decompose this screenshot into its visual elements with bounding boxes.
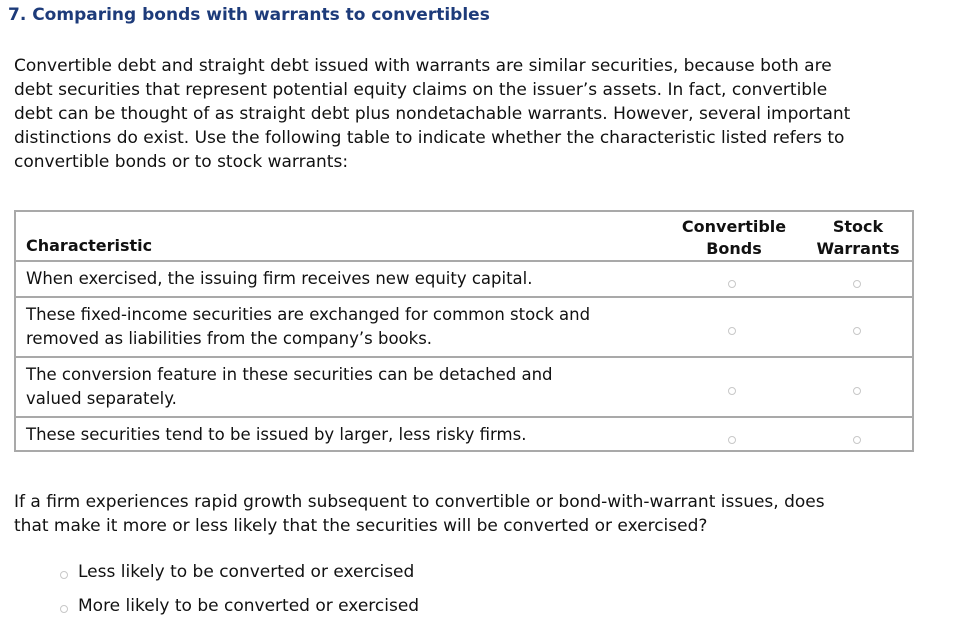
header-warrants-line1: Stock xyxy=(832,217,884,236)
table-row xyxy=(16,260,912,296)
row-line: When exercised, the issuing firm receives new equity capital. xyxy=(26,269,533,288)
option-label: More likely to be converted or exercised xyxy=(78,596,420,616)
intro-line: debt securities that represent potential equity claims on the issuer’s assets. In fact, convertible xyxy=(14,80,828,100)
option-more-likely[interactable] xyxy=(60,596,419,616)
header-warrants-line2: Warrants xyxy=(816,239,900,258)
row-line: These fixed-income securities are exchanged for common stock and xyxy=(26,305,591,324)
intro-line: distinctions do exist. Use the following table to indicate whether the characteristic listed refers to xyxy=(14,128,845,148)
row-characteristic-text xyxy=(26,267,533,291)
radio-convertible-bonds[interactable] xyxy=(728,327,736,335)
row-line: These securities tend to be issued by larger, less risky firms. xyxy=(26,425,527,444)
header-convertible-line2: Bonds xyxy=(706,239,762,258)
header-characteristic: Characteristic xyxy=(26,236,153,255)
row-line: The conversion feature in these securities can be detached and xyxy=(26,365,553,384)
characteristics-table xyxy=(14,210,914,452)
header-convertible-line1: Convertible xyxy=(681,217,787,236)
intro-line: Convertible debt and straight debt issued with warrants are similar securities, because both are xyxy=(14,56,832,76)
question-line: If a firm experiences rapid growth subsequent to convertible or bond-with-warrant issues, does xyxy=(14,492,825,512)
row-line: valued separately. xyxy=(26,389,177,408)
intro-paragraph xyxy=(14,54,914,174)
table-row xyxy=(16,416,912,452)
table-row xyxy=(16,356,912,416)
question-title: 7. Comparing bonds with warrants to convertibles xyxy=(8,5,490,25)
radio-stock-warrants[interactable] xyxy=(853,327,861,335)
radio-stock-warrants[interactable] xyxy=(853,436,861,444)
option-label: Less likely to be converted or exercised xyxy=(78,562,415,582)
radio-convertible-bonds[interactable] xyxy=(728,436,736,444)
header-stock-warrants xyxy=(788,216,928,260)
row-line: removed as liabilities from the company’s books. xyxy=(26,329,433,348)
radio-stock-warrants[interactable] xyxy=(853,280,861,288)
header-convertible-bonds xyxy=(664,216,804,260)
intro-line: convertible bonds or to stock warrants: xyxy=(14,152,349,172)
question-line: that make it more or less likely that the securities will be converted or exercised? xyxy=(14,516,708,536)
intro-line: debt can be thought of as straight debt plus nondetachable warrants. However, several important xyxy=(14,104,851,124)
radio-convertible-bonds[interactable] xyxy=(728,280,736,288)
row-characteristic-text xyxy=(26,303,590,351)
option-less-likely[interactable] xyxy=(60,562,414,582)
row-characteristic-text xyxy=(26,423,526,447)
radio-more-likely[interactable] xyxy=(60,605,68,613)
followup-question xyxy=(14,490,914,538)
radio-stock-warrants[interactable] xyxy=(853,387,861,395)
table-row xyxy=(16,296,912,356)
radio-less-likely[interactable] xyxy=(60,571,68,579)
radio-convertible-bonds[interactable] xyxy=(728,387,736,395)
row-characteristic-text xyxy=(26,363,553,411)
